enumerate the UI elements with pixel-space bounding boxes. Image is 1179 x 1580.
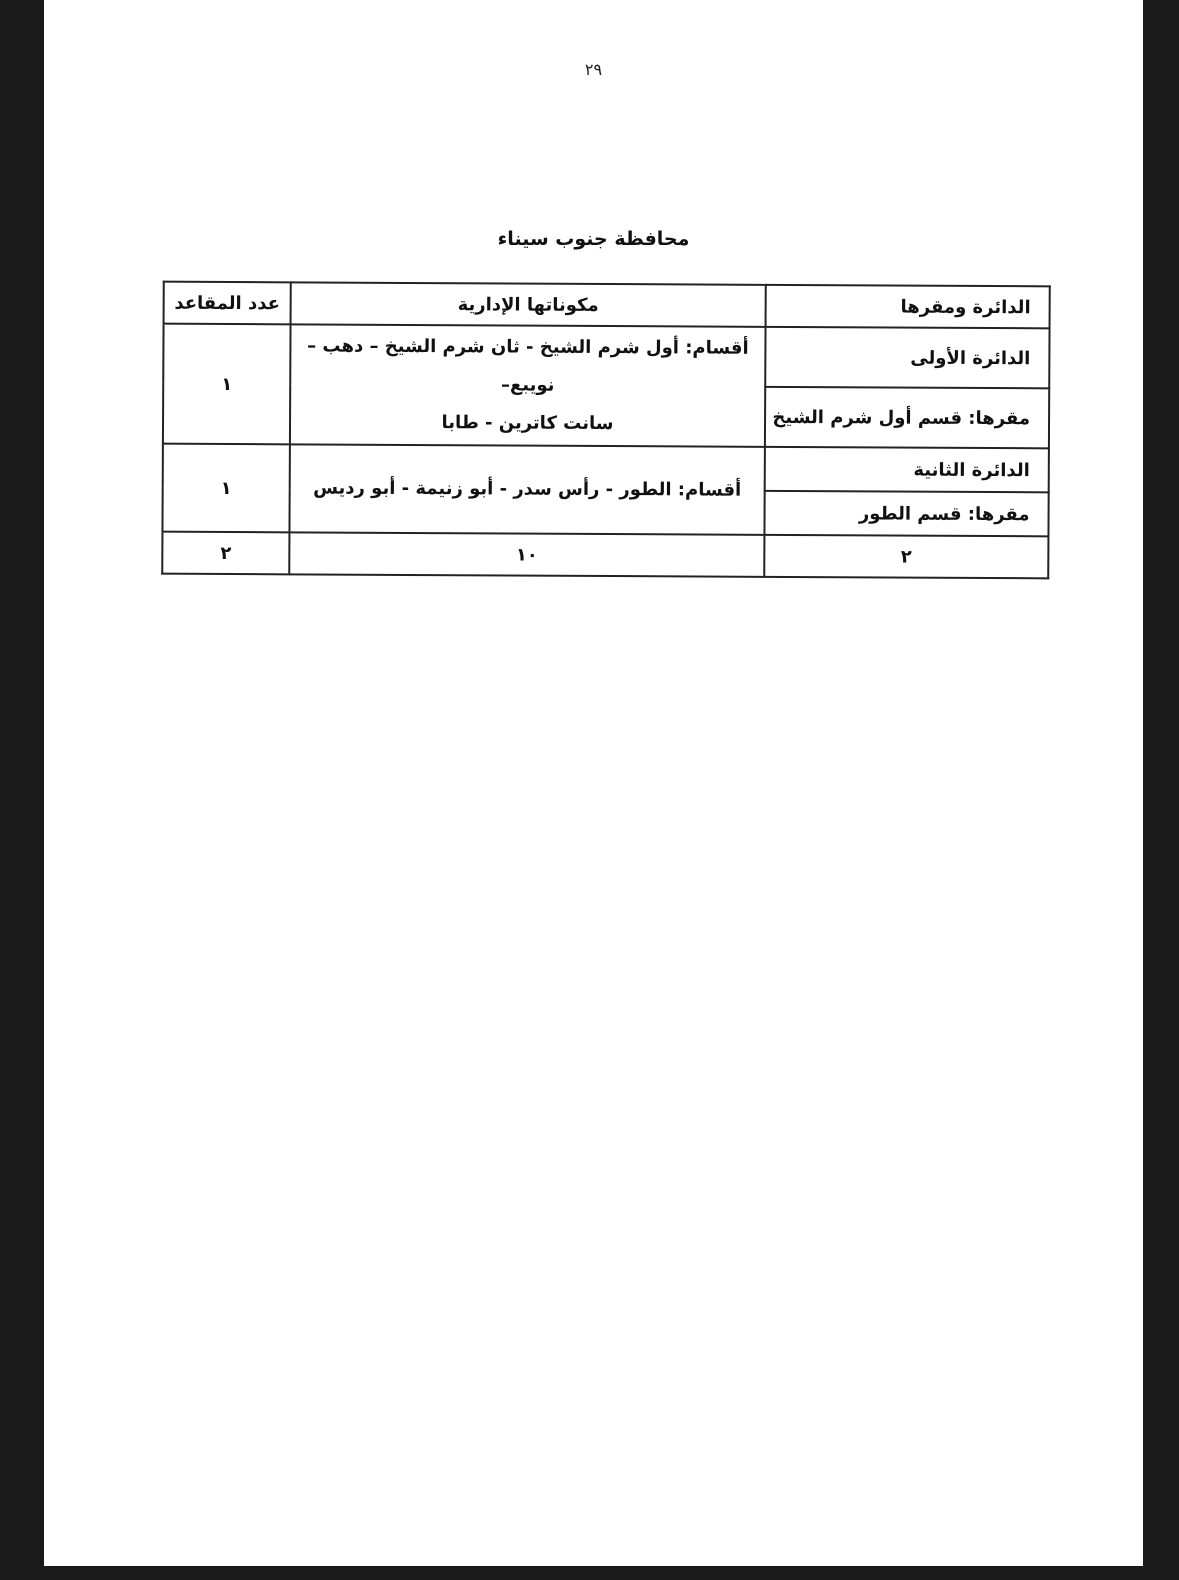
header-circle: الدائرة ومقرها (766, 285, 1050, 328)
components-line: أقسام: أول شرم الشيخ - ثان شرم الشيخ – دهب – نويبع– (307, 335, 749, 396)
header-components: مكوناتها الإدارية (291, 282, 766, 326)
table-row (163, 324, 1049, 389)
total-seats: ٢ (162, 532, 289, 575)
circle-name: الدائرة الثانية (765, 447, 1049, 492)
components-line: أقسام: الطور - رأس سدر - أبو زنيمة - أبو رديس (313, 477, 742, 501)
circle-seat-hq: مقرها: قسم الطور (764, 491, 1048, 536)
circle-seat-hq: مقرها: قسم أول شرم الشيخ (765, 387, 1049, 448)
circle-seats: ١ (163, 324, 291, 445)
table-row (163, 444, 1049, 493)
page-title: محافظة جنوب سيناء (497, 228, 690, 250)
table-header-row (164, 282, 1050, 329)
header-seats: عدد المقاعد (164, 282, 291, 325)
total-components: ١٠ (289, 532, 764, 576)
circle-components (290, 324, 766, 446)
total-circles: ٢ (764, 535, 1048, 578)
components-line: سانت كاترين - طابا (441, 412, 614, 435)
districts-table (161, 281, 1051, 580)
table-total-row (162, 532, 1048, 579)
circle-components (289, 444, 764, 534)
document-page (44, 0, 1143, 1566)
page-number: ٢٩ (584, 60, 603, 79)
circle-seats: ١ (162, 444, 289, 533)
circle-name: الدائرة الأولى (765, 327, 1049, 388)
